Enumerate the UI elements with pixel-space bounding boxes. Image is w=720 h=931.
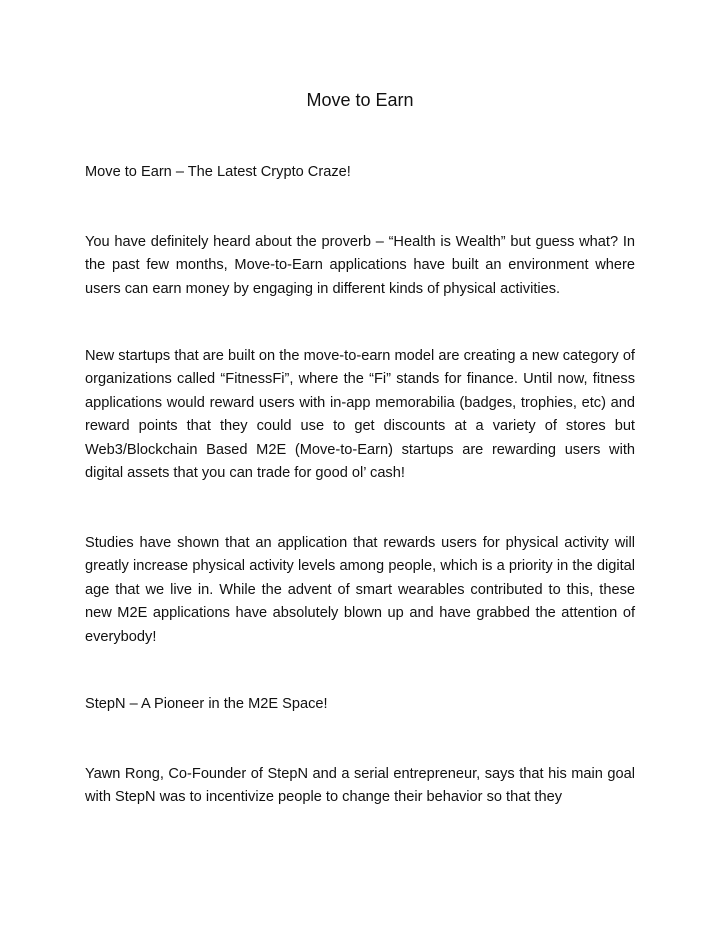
section-heading-stepn: StepN – A Pioneer in the M2E Space! — [85, 696, 328, 712]
document-title: Move to Earn — [306, 90, 414, 110]
section-heading-crypto-craze: Move to Earn – The Latest Crypto Craze! — [85, 164, 351, 180]
paragraph-yawn-rong: Yawn Rong, Co-Founder of StepN and a serial entrepreneur, says that his main goal with StepN was to incentivize people to change their behavior so that they — [85, 766, 635, 806]
paragraph-fitnessfi: New startups that are built on the move-to-earn model are creating a new category of organizations called “FitnessFi”, where the “Fi” stands for finance. Until now, fitness applications would reward users with in-app memorabilia (badges, trophies, etc) and reward points that they could use to get discounts at a variety of stores but Web3/Blockchain Based M2E (Move-to-Earn) startups are rewarding users with digital assets that you can trade for good ol’ cash! — [85, 348, 635, 482]
paragraph-studies: Studies have shown that an application that rewards users for physical activity will greatly increase physical activity levels among people, which is a priority in the digital age that we live in. While the advent of smart wearables contributed to this, these new M2E applications have absolutely blown up and have grabbed the attention of everybody! — [85, 535, 635, 645]
paragraph-health-is-wealth: You have definitely heard about the proverb – “Health is Wealth” but guess what? In the past few months, Move-to-Earn applications have built an environment where users can earn money by engaging in different kinds of physical activities. — [85, 234, 635, 297]
